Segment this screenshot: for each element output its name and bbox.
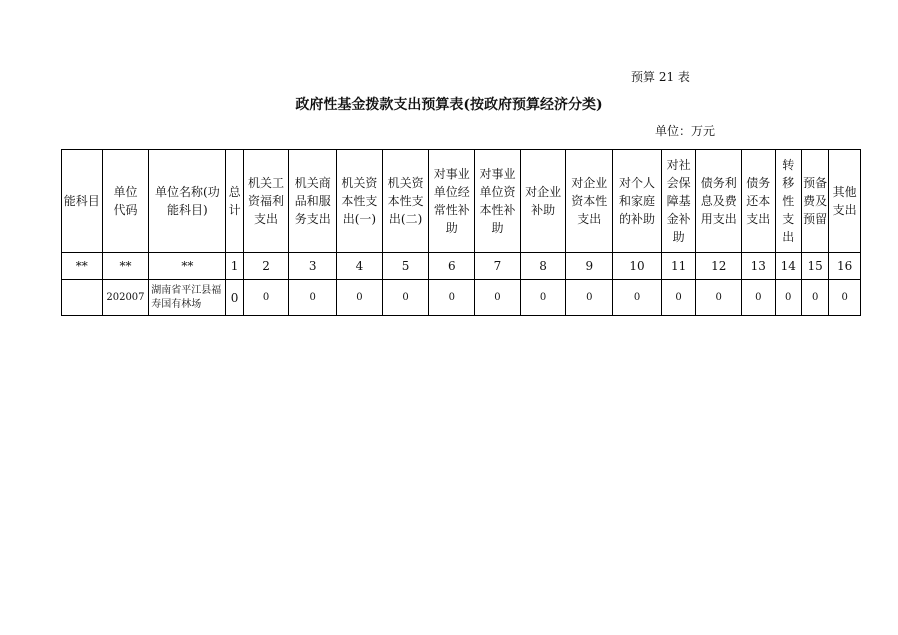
column-number-row — [62, 253, 861, 280]
value-cell: 0 — [520, 280, 566, 316]
number-cell: 5 — [382, 253, 429, 280]
header-cell: 转移性支出 — [775, 150, 801, 253]
number-cell: ** — [149, 253, 226, 280]
header-cell: 单位代码 — [102, 150, 149, 253]
header-cell: 总计 — [226, 150, 243, 253]
budget-table — [61, 149, 861, 316]
header-cell: 对事业单位经常性补助 — [429, 150, 475, 253]
unit-code-cell: 202007 — [102, 280, 149, 316]
number-cell: 2 — [243, 253, 289, 280]
table-row — [62, 280, 861, 316]
header-row — [62, 150, 861, 253]
value-cell: 0 — [475, 280, 521, 316]
header-cell: 债务还本支出 — [742, 150, 776, 253]
header-cell: 债务利息及费用支出 — [696, 150, 742, 253]
value-cell: 0 — [243, 280, 289, 316]
number-cell: ** — [102, 253, 149, 280]
form-number: 预算 21 表 — [631, 70, 690, 84]
header-cell: 能科目 — [62, 150, 103, 253]
number-cell: 3 — [289, 253, 337, 280]
number-cell: 12 — [696, 253, 742, 280]
header-cell: 对事业单位资本性补助 — [475, 150, 521, 253]
number-cell: 15 — [801, 253, 828, 280]
number-cell: 8 — [520, 253, 566, 280]
value-cell: 0 — [337, 280, 383, 316]
number-cell: 6 — [429, 253, 475, 280]
number-cell: 1 — [226, 253, 243, 280]
value-cell: 0 — [429, 280, 475, 316]
value-cell: 0 — [742, 280, 776, 316]
unit-name-cell: 湖南省平江县福寿国有林场 — [149, 280, 226, 316]
header-cell: 机关工资福利支出 — [243, 150, 289, 253]
number-cell: 11 — [661, 253, 696, 280]
number-cell: 13 — [742, 253, 776, 280]
value-cell: 0 — [382, 280, 429, 316]
header-cell: 对社会保障基金补助 — [661, 150, 696, 253]
header-cell: 机关资本性支出(二) — [382, 150, 429, 253]
header-cell: 其他支出 — [829, 150, 861, 253]
value-cell: 0 — [696, 280, 742, 316]
value-cell: 0 — [661, 280, 696, 316]
value-cell: 0 — [829, 280, 861, 316]
value-cell: 0 — [226, 280, 243, 316]
value-cell: 0 — [775, 280, 801, 316]
header-cell: 机关资本性支出(一) — [337, 150, 383, 253]
header-cell: 预备费及预留 — [801, 150, 828, 253]
number-cell: 14 — [775, 253, 801, 280]
value-cell: 0 — [289, 280, 337, 316]
number-cell: 9 — [566, 253, 613, 280]
number-cell: 7 — [475, 253, 521, 280]
header-cell: 对个人和家庭的补助 — [613, 150, 662, 253]
number-cell: 4 — [337, 253, 383, 280]
value-cell: 0 — [566, 280, 613, 316]
header-cell: 单位名称(功能科目) — [149, 150, 226, 253]
value-cell: 0 — [613, 280, 662, 316]
function-code-cell — [62, 280, 103, 316]
unit-label: 单位：万元 — [655, 124, 716, 138]
page-title: 政府性基金拨款支出预算表(按政府预算经济分类) — [295, 97, 603, 113]
number-cell: 10 — [613, 253, 662, 280]
value-cell: 0 — [801, 280, 828, 316]
number-cell: ** — [62, 253, 103, 280]
header-cell: 对企业补助 — [520, 150, 566, 253]
header-cell: 机关商品和服务支出 — [289, 150, 337, 253]
header-cell: 对企业资本性支出 — [566, 150, 613, 253]
number-cell: 16 — [829, 253, 861, 280]
